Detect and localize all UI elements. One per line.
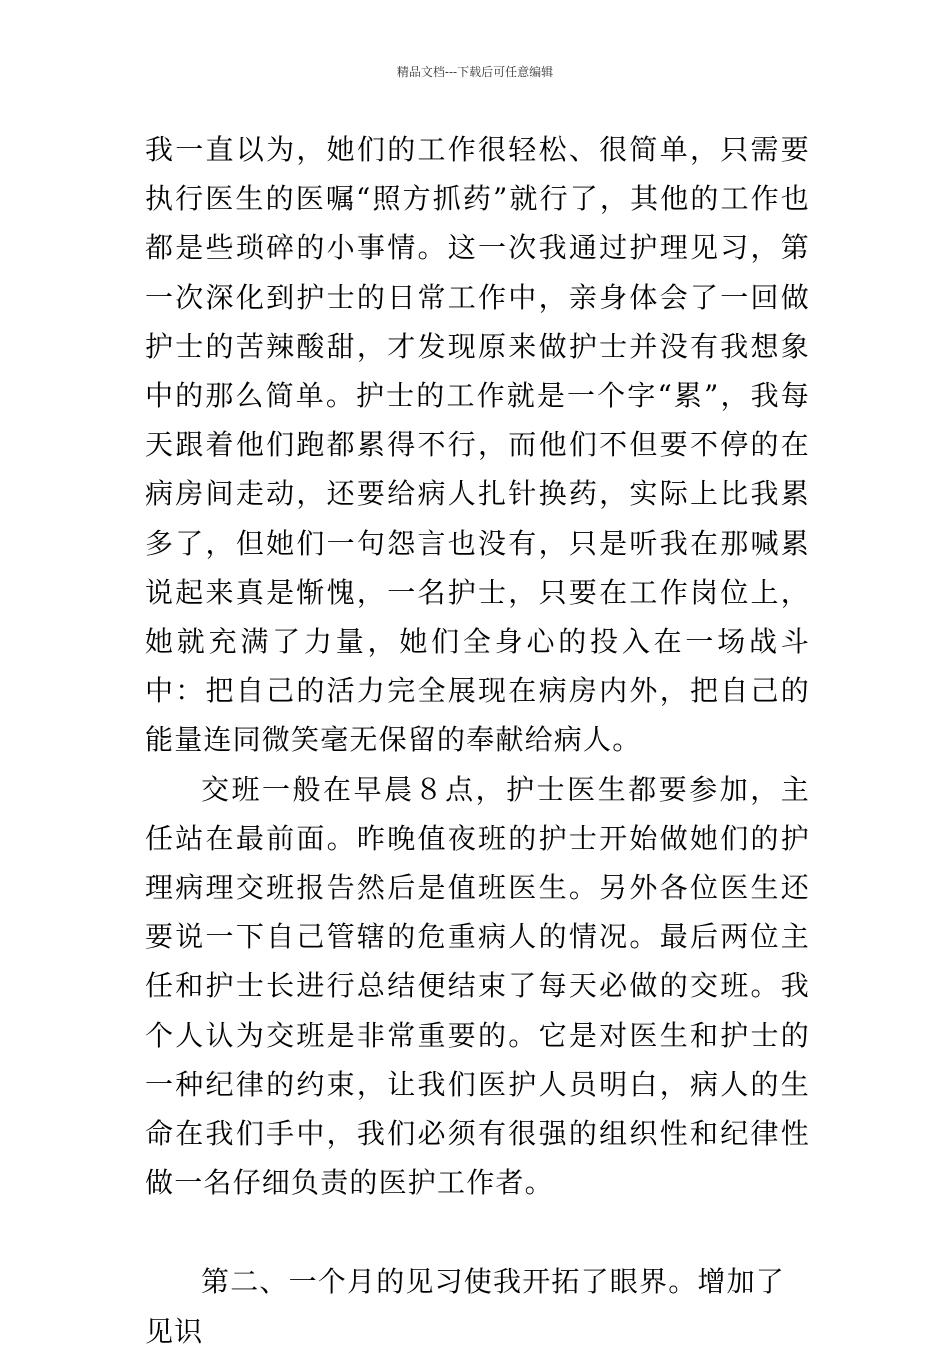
- paragraph-spacer: [145, 1207, 810, 1257]
- page-header: 精品文档---下载后可任意编辑: [396, 65, 554, 79]
- paragraph-1: 我一直以为，她们的工作很轻松、很简单，只需要执行医生的医嘱“照方抓药”就行了，其他的工作也都是些琐碎的小事情。这一次我通过护理见习，第一次深化到护士的日常工作中，亲身体会了一回做护士的苦辣酸甜，才发现原来做护士并没有我想象中的那么简单。护士的工作就是一个字“累”，我每天跟着他们跑都累得不行，而他们不但要不停的在病房间走动，还要给病人扎针换药，实际上比我累多了，但她们一句怨言也没有，只是听我在那喊累说起来真是惭愧，一名护士，只要在工作岗位上，她就充满了力量，她们全身心的投入在一场战斗中：把自己的活力完全展现在病房内外，把自己的能量连同微笑毫无保留的奉献给病人。: [145, 133, 810, 757]
- section-heading: 第二、一个月的见习使我开拓了眼界。增加了见识: [145, 1265, 786, 1348]
- paragraph-2: 交班一般在早晨８点，护士医生都要参加，主任站在最前面。昨晚值夜班的护士开始做她们的护理病理交班报告然后是值班医生。另外各位医生还要说一下自己管辖的危重病人的情况。最后两位主任和护士长进行总结便结束了每天必做的交班。我个人认为交班是非常重要的。它是对医生和护士的一种纪律的约束，让我们医护人员明白，病人的生命在我们手中，我们必须有很强的组织性和纪律性做一名仔细负责的医护工作者。: [145, 772, 810, 1200]
- document-body: [145, 125, 810, 1356]
